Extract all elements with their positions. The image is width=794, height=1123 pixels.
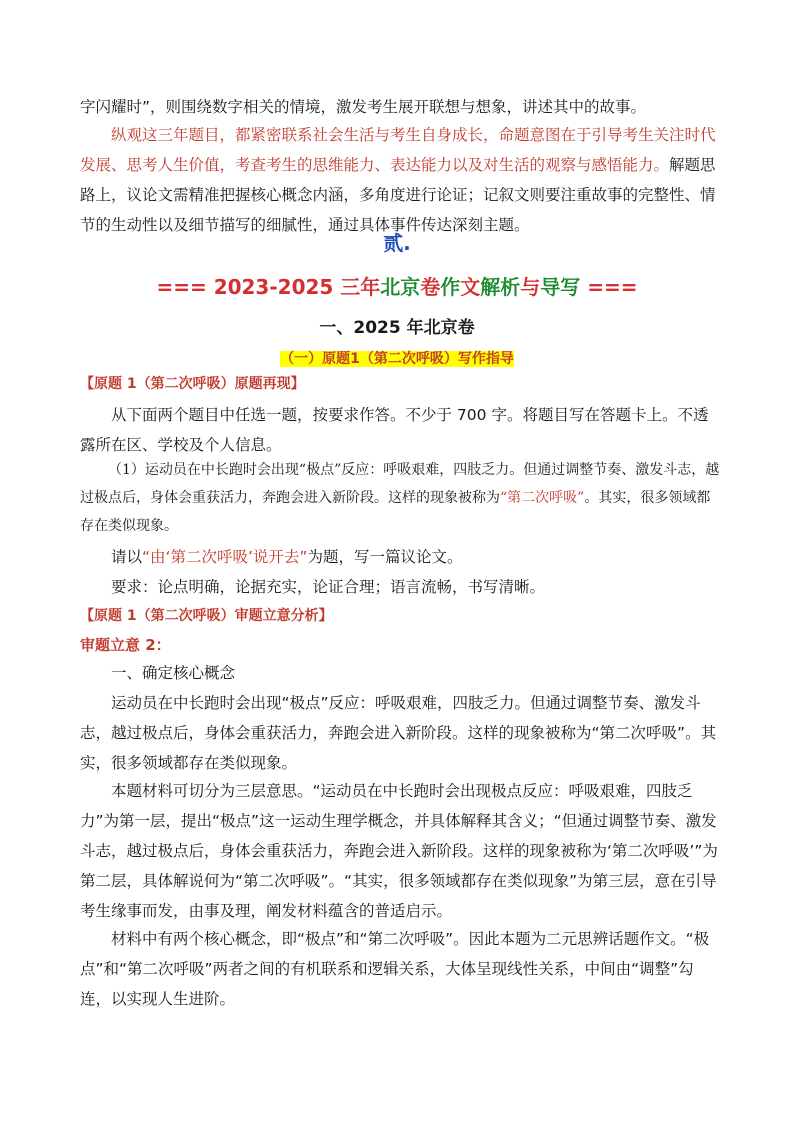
- banner-part-7: 导写: [540, 275, 581, 299]
- option-end-text: 。其实，很多领域都存在类似现象。: [80, 490, 711, 534]
- prompt-pre: 请以: [111, 548, 143, 566]
- original-option-1: [80, 456, 720, 540]
- analysis-point-1: 一、确定核心概念: [111, 664, 236, 682]
- guide-number: 1: [350, 351, 360, 367]
- option-main-text: （1）运动员在中长跑时会出现“极点”反应：呼吸艰难，四肢乏力。但通过调整节奏、激发斗志，越过极点后，身体会重获活力，奔跑会进入新阶段。这样的现象被称为: [80, 462, 720, 506]
- subheading: 一、2025 年北京卷: [319, 318, 475, 338]
- prompt-title: “由‘第二次呼吸’说开去”: [142, 548, 308, 566]
- banner-part-5: 解析: [480, 275, 521, 299]
- guide-prefix: （一）原题: [280, 351, 351, 367]
- summary-black-text: 解题思路上，议论文需精准把握核心概念内涵，多角度进行论证；记叙文则要注重故事的完整性、情节的生动性以及细节描写的细腻性，通过具体事件传达深刻主题。: [80, 156, 716, 234]
- analysis-paragraph-3: 材料中有两个核心概念，即“极点”和“第二次呼吸”。因此本题为二元思辨话题作文。“极点”和“第二次呼吸”两者之间的有机联系和逻辑关系，大体呈现线性关系，中间由“调整”勾连，以实现人生进阶。: [80, 930, 710, 1008]
- banner-part-0: 三年: [340, 275, 381, 299]
- section-banner: [0, 272, 794, 302]
- banner-right-marker: ===: [587, 275, 638, 299]
- banner-year: 2023-2025: [213, 275, 334, 299]
- summary-paragraph: [80, 120, 720, 240]
- banner-part-2: 卷: [420, 275, 441, 299]
- intro-line: 字闪耀时”，则围绕数字相关的情境，激发考生展开联想与想象，讲述其中的故事。: [80, 98, 647, 116]
- banner-part-1: 北京: [380, 275, 421, 299]
- banner-part-4: 文: [460, 275, 481, 299]
- banner-part-3: 作: [440, 275, 461, 299]
- summary-red-text: 纵观这三年题目，都紧密联系社会生活与考生自身成长，命题意图在于引导考生关注时代发展、思考人生价值，考查考生的思维能力、表达能力以及对生活的观察与感悟能力。: [80, 126, 716, 174]
- original-instructions: 从下面两个题目中任选一题，按要求作答。不少于 700 字。将题目写在答题卡上。不透露所在区、学校及个人信息。: [80, 406, 709, 454]
- analysis-heading: 【原题 1（第二次呼吸）审题立意分析】: [80, 608, 333, 624]
- prompt-post: 为题，写一篇议论文。: [307, 548, 463, 566]
- guide-suffix: （第二次呼吸）写作指导: [359, 351, 514, 367]
- original-requirements: 要求：论点明确，论据充实，论证合理；语言流畅，书写清晰。: [111, 578, 546, 596]
- section-number: 贰.: [383, 231, 411, 255]
- original-heading: 【原题 1（第二次呼吸）原题再现】: [80, 376, 305, 392]
- analysis-angle: 审题立意 2：: [80, 636, 171, 654]
- banner-part-6: 与: [520, 275, 541, 299]
- analysis-paragraph-2: 本题材料可切分为三层意思。“运动员在中长跑时会出现极点反应：呼吸艰难，四肢乏力”为第一层，提出“极点”这一运动生理学概念，并具体解释其含义；“但通过调整节奏、激发斗志，越过极点后，身体会重获活力，奔跑会进入新阶段。这样的现象被称为‘第二次呼吸’”为第二层，具体解说何为“第二次呼吸”。“其实，很多领域都存在类似现象”为第三层，意在引导考生缘事而发，由事及理，阐发材料蕴含的普适启示。: [80, 782, 718, 920]
- guide-heading: [0, 343, 794, 373]
- banner-left-marker: ===: [156, 275, 207, 299]
- analysis-paragraph-1: 运动员在中长跑时会出现“极点”反应：呼吸艰难，四肢乏力。但通过调整节奏、激发斗志，越过极点后，身体会重获活力，奔跑会进入新阶段。这样的现象被称为“第二次呼吸”。其实，很多领域都存在类似现象。: [80, 694, 717, 772]
- original-prompt: [80, 542, 720, 572]
- option-red-text: “第二次呼吸”: [500, 490, 585, 506]
